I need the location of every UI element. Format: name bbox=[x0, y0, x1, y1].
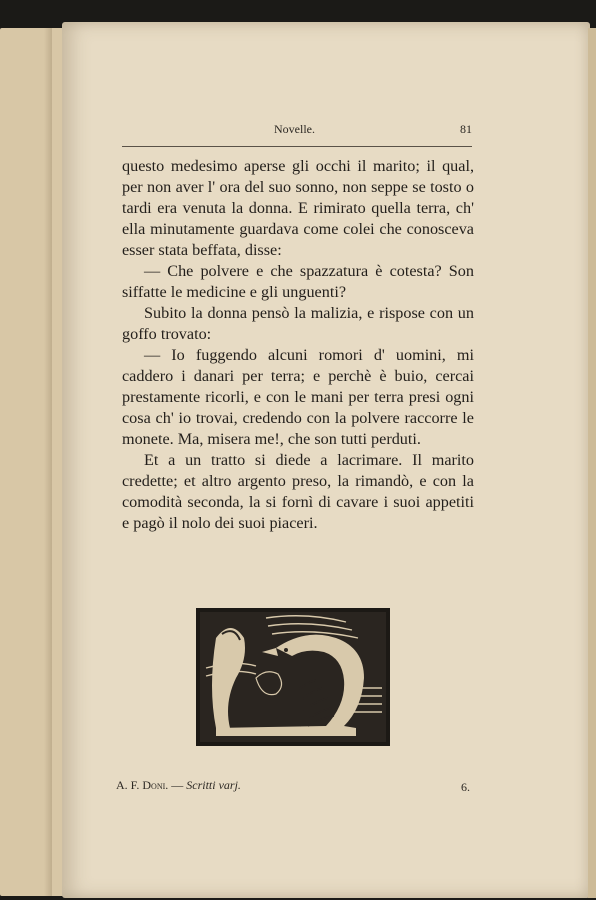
header-rule bbox=[122, 146, 472, 147]
page-number: 81 bbox=[460, 122, 472, 136]
page-edge bbox=[588, 28, 596, 898]
paragraph-4: — Io fuggendo alcuni romori d' uomini, mi caddero i danari per terra; e perchè è buio, cercai prestamente ricorli, e con le mani per terra presi ogni cosa ch' io trovai, credendo con la polvere raccorre le monete. Ma, misera me!, che son tutti perduti. bbox=[122, 346, 474, 448]
paragraph-1: questo medesimo aperse gli occhi il marito; il qual, per non aver l' ora del suo sonno, non seppe se tosto o tardi era venuta la donna. E rimirato quella terra, ch' ella minutamente guardava come colei che conosceva esser stata beffata, disse: bbox=[122, 157, 474, 259]
running-head bbox=[122, 122, 472, 142]
swan-woodcut-icon bbox=[196, 608, 390, 746]
body-text bbox=[122, 156, 474, 534]
page-footer bbox=[116, 778, 476, 798]
footer-dash: — bbox=[171, 778, 184, 792]
footer-author: A. F. Doni. bbox=[116, 778, 169, 792]
paragraph-3: Subito la donna pensò la malizia, e rispose con un goffo trovato: bbox=[122, 304, 474, 343]
running-title: Novelle. bbox=[274, 122, 315, 136]
paragraph-5: Et a un tratto si diede a lacrimare. Il marito credette; et altro argento preso, la rimandò, e con la comodità seconda, la si fornì di cavare i suoi appetiti e pagò il nolo dei suoi piaceri. bbox=[122, 451, 474, 532]
signature-mark: 6. bbox=[461, 780, 470, 794]
footer-work-title: Scritti varj. bbox=[186, 778, 241, 792]
paragraph-2: — Che polvere e che spazzatura è cotesta? Son siffatte le medicine e gli unguenti? bbox=[122, 262, 474, 301]
